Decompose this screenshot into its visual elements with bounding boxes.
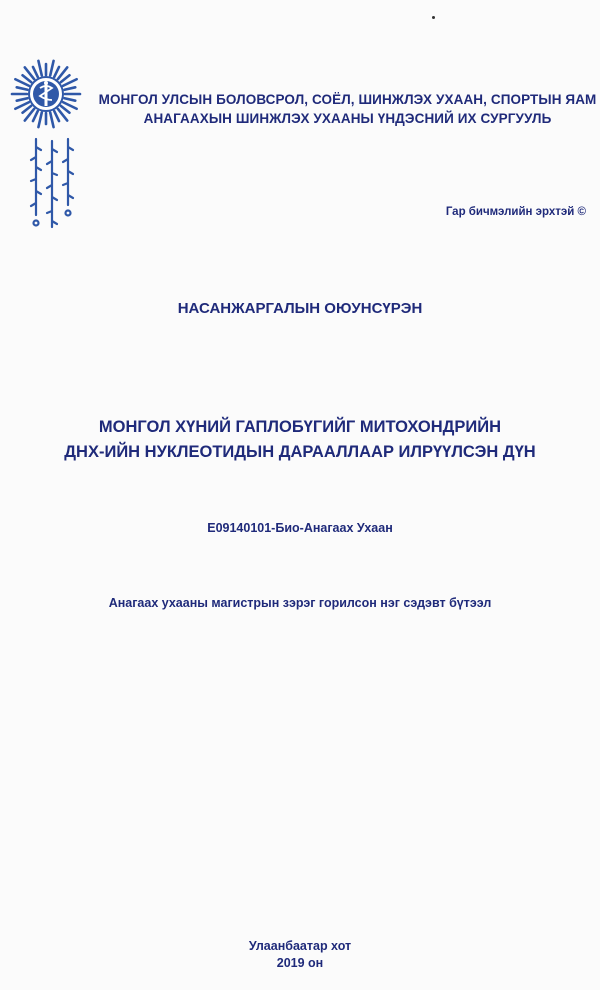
year: 2019 он: [276, 956, 324, 970]
university-emblem-icon: [10, 58, 82, 130]
copyright-notice: Гар бичмэлийн эрхтэй ©: [445, 206, 586, 218]
mongol-script-seal-icon: [26, 135, 82, 230]
emblem-ray: [50, 61, 53, 76]
ministry-header: [95, 90, 600, 128]
author-name: НАСАНЖАРГАЛЫН ОЮУНСҮРЭН: [177, 300, 423, 317]
emblem-ray: [65, 87, 76, 89]
university-name: АНАГААХЫН ШИНЖЛЭХ УХААНЫ ҮНДЭСНИЙ ИХ СУРГУУЛЬ: [143, 111, 552, 126]
emblem-ray: [33, 111, 38, 121]
thesis-title-line-1: МОНГОЛ ХҮНИЙ ГАПЛОБҮГИЙГ МИТОХОНДРИЙН: [98, 418, 502, 436]
emblem-ray: [50, 113, 53, 128]
emblem-ray: [23, 75, 32, 82]
emblem-ray: [17, 87, 28, 89]
scan-speck: [432, 16, 435, 19]
specialty-code: Е09140101-Био-Анагаах Ухаан: [207, 521, 393, 535]
emblem-ray: [38, 113, 41, 128]
emblem-ray: [17, 98, 28, 100]
city: Улаанбаатар хот: [248, 939, 352, 953]
emblem-ray: [54, 67, 59, 77]
emblem-ray: [54, 111, 59, 121]
emblem-ray: [38, 61, 41, 76]
degree-statement: Анагаах ухааны магистрын зэрэг горилсон нэг сэдэвт бүтээл: [108, 596, 492, 610]
emblem-ray: [33, 67, 38, 77]
place-and-year: [0, 938, 600, 972]
emblem-ray: [23, 106, 32, 113]
emblem-ray: [65, 98, 76, 100]
thesis-title-line-2: ДНХ-ИЙН НУКЛЕОТИДЫН ДАРААЛЛААР ИЛРҮҮЛСЭН ДҮН: [64, 443, 536, 461]
thesis-title: [0, 415, 600, 465]
emblem-ray: [61, 106, 70, 113]
ministry-name: МОНГОЛ УЛСЫН БОЛОВСРОЛ, СОЁЛ, ШИНЖЛЭХ УХААН, СПОРТЫН ЯАМ: [98, 92, 597, 107]
emblem-ray: [61, 75, 70, 82]
